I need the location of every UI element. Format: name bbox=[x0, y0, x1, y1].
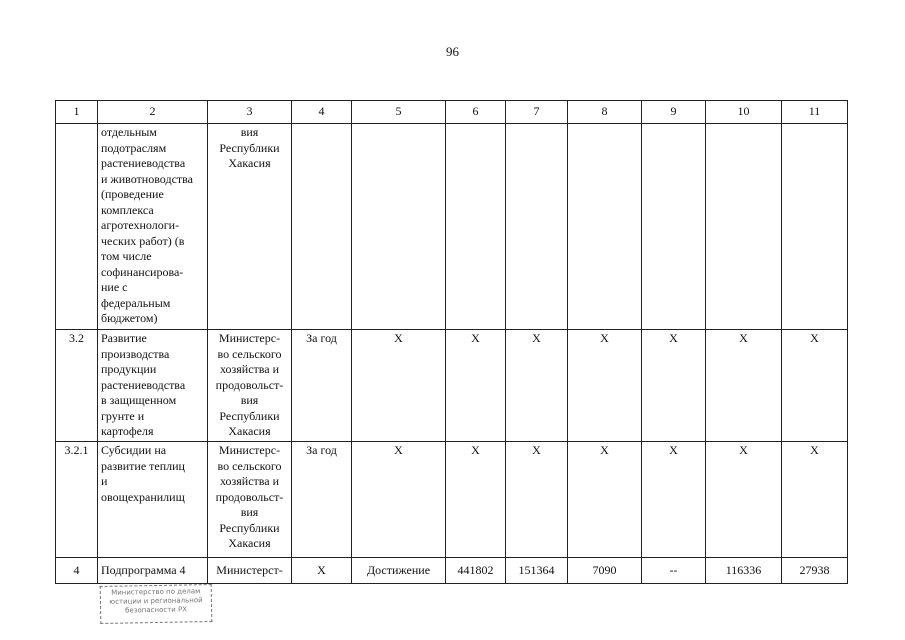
executor-cell: Министерст- bbox=[208, 558, 292, 584]
table-cell: X bbox=[706, 442, 782, 558]
table-row bbox=[56, 558, 848, 584]
value-cell: 27938 bbox=[782, 558, 848, 584]
table-cell: X bbox=[506, 442, 568, 558]
executor-cell: вия Республики Хакасия bbox=[219, 125, 280, 170]
row-number-cell: 4 bbox=[56, 558, 98, 584]
table-cell bbox=[292, 124, 352, 330]
table-cell: X bbox=[782, 442, 848, 558]
executor-cell: Министерс- во сельского хозяйства и продовольст- вия Республики Хакасия bbox=[215, 443, 284, 550]
table-cell: X bbox=[352, 330, 446, 442]
stamp-line: юстиции и региональной bbox=[109, 596, 203, 606]
value-cell: -- bbox=[642, 558, 706, 584]
table-cell bbox=[706, 124, 782, 330]
period-cell: За год bbox=[292, 442, 352, 558]
period-cell: X bbox=[292, 558, 352, 584]
stamp-line: безопасности РХ bbox=[125, 605, 188, 615]
table-cell: X bbox=[568, 330, 642, 442]
table-row bbox=[56, 330, 848, 442]
header-cell: 2 bbox=[98, 101, 208, 124]
header-cell: 6 bbox=[446, 101, 506, 124]
value-cell: 441802 bbox=[446, 558, 506, 584]
page-number: 96 bbox=[446, 44, 459, 59]
header-cell: 9 bbox=[642, 101, 706, 124]
registration-stamp bbox=[100, 584, 213, 624]
table-cell: X bbox=[642, 442, 706, 558]
table-row bbox=[56, 124, 848, 330]
description-cell: Развитие производства продукции растениеводства в защищенном грунте и картофеля bbox=[101, 331, 186, 438]
description-cell: Подпрограмма 4 bbox=[98, 558, 208, 584]
table-cell bbox=[642, 124, 706, 330]
value-cell: 151364 bbox=[506, 558, 568, 584]
table-cell: X bbox=[352, 442, 446, 558]
value-cell: 7090 bbox=[568, 558, 642, 584]
table-row bbox=[56, 442, 848, 558]
period-cell: За год bbox=[292, 330, 352, 442]
header-cell: 4 bbox=[292, 101, 352, 124]
table-cell: X bbox=[446, 330, 506, 442]
header-cell: 8 bbox=[568, 101, 642, 124]
executor-cell: Министерс- во сельского хозяйства и продовольст- вия Республики Хакасия bbox=[215, 331, 284, 438]
table-cell: X bbox=[642, 330, 706, 442]
table-cell: X bbox=[568, 442, 642, 558]
table-cell bbox=[352, 124, 446, 330]
table-cell bbox=[446, 124, 506, 330]
row-number-cell: 3.2 bbox=[56, 330, 98, 442]
row-number-cell: 3.2.1 bbox=[56, 442, 98, 558]
description-cell: Субсидии на развитие теплиц и овощехранилищ bbox=[101, 443, 185, 504]
header-cell: 3 bbox=[208, 101, 292, 124]
table-cell: X bbox=[446, 442, 506, 558]
header-cell: 11 bbox=[782, 101, 848, 124]
stamp-line: Министерство по делам bbox=[111, 587, 201, 597]
description-cell: отдельным подотраслям растениеводства и животноводства (проведение комплекса агротехнологи- ческих работ) (в том числе софинансирова- ние с федеральным бюджетом) bbox=[101, 125, 193, 325]
header-cell: 1 bbox=[56, 101, 98, 124]
header-cell: 10 bbox=[706, 101, 782, 124]
document-table bbox=[55, 100, 848, 584]
indicator-cell: Достижение bbox=[352, 558, 446, 584]
table-cell: X bbox=[782, 330, 848, 442]
table-cell bbox=[568, 124, 642, 330]
table-cell bbox=[782, 124, 848, 330]
value-cell: 116336 bbox=[706, 558, 782, 584]
header-cell: 5 bbox=[352, 101, 446, 124]
row-number-cell bbox=[56, 124, 98, 330]
header-cell: 7 bbox=[506, 101, 568, 124]
table-cell bbox=[506, 124, 568, 330]
table-cell: X bbox=[706, 330, 782, 442]
table-cell: X bbox=[506, 330, 568, 442]
table-header-row bbox=[56, 101, 848, 124]
